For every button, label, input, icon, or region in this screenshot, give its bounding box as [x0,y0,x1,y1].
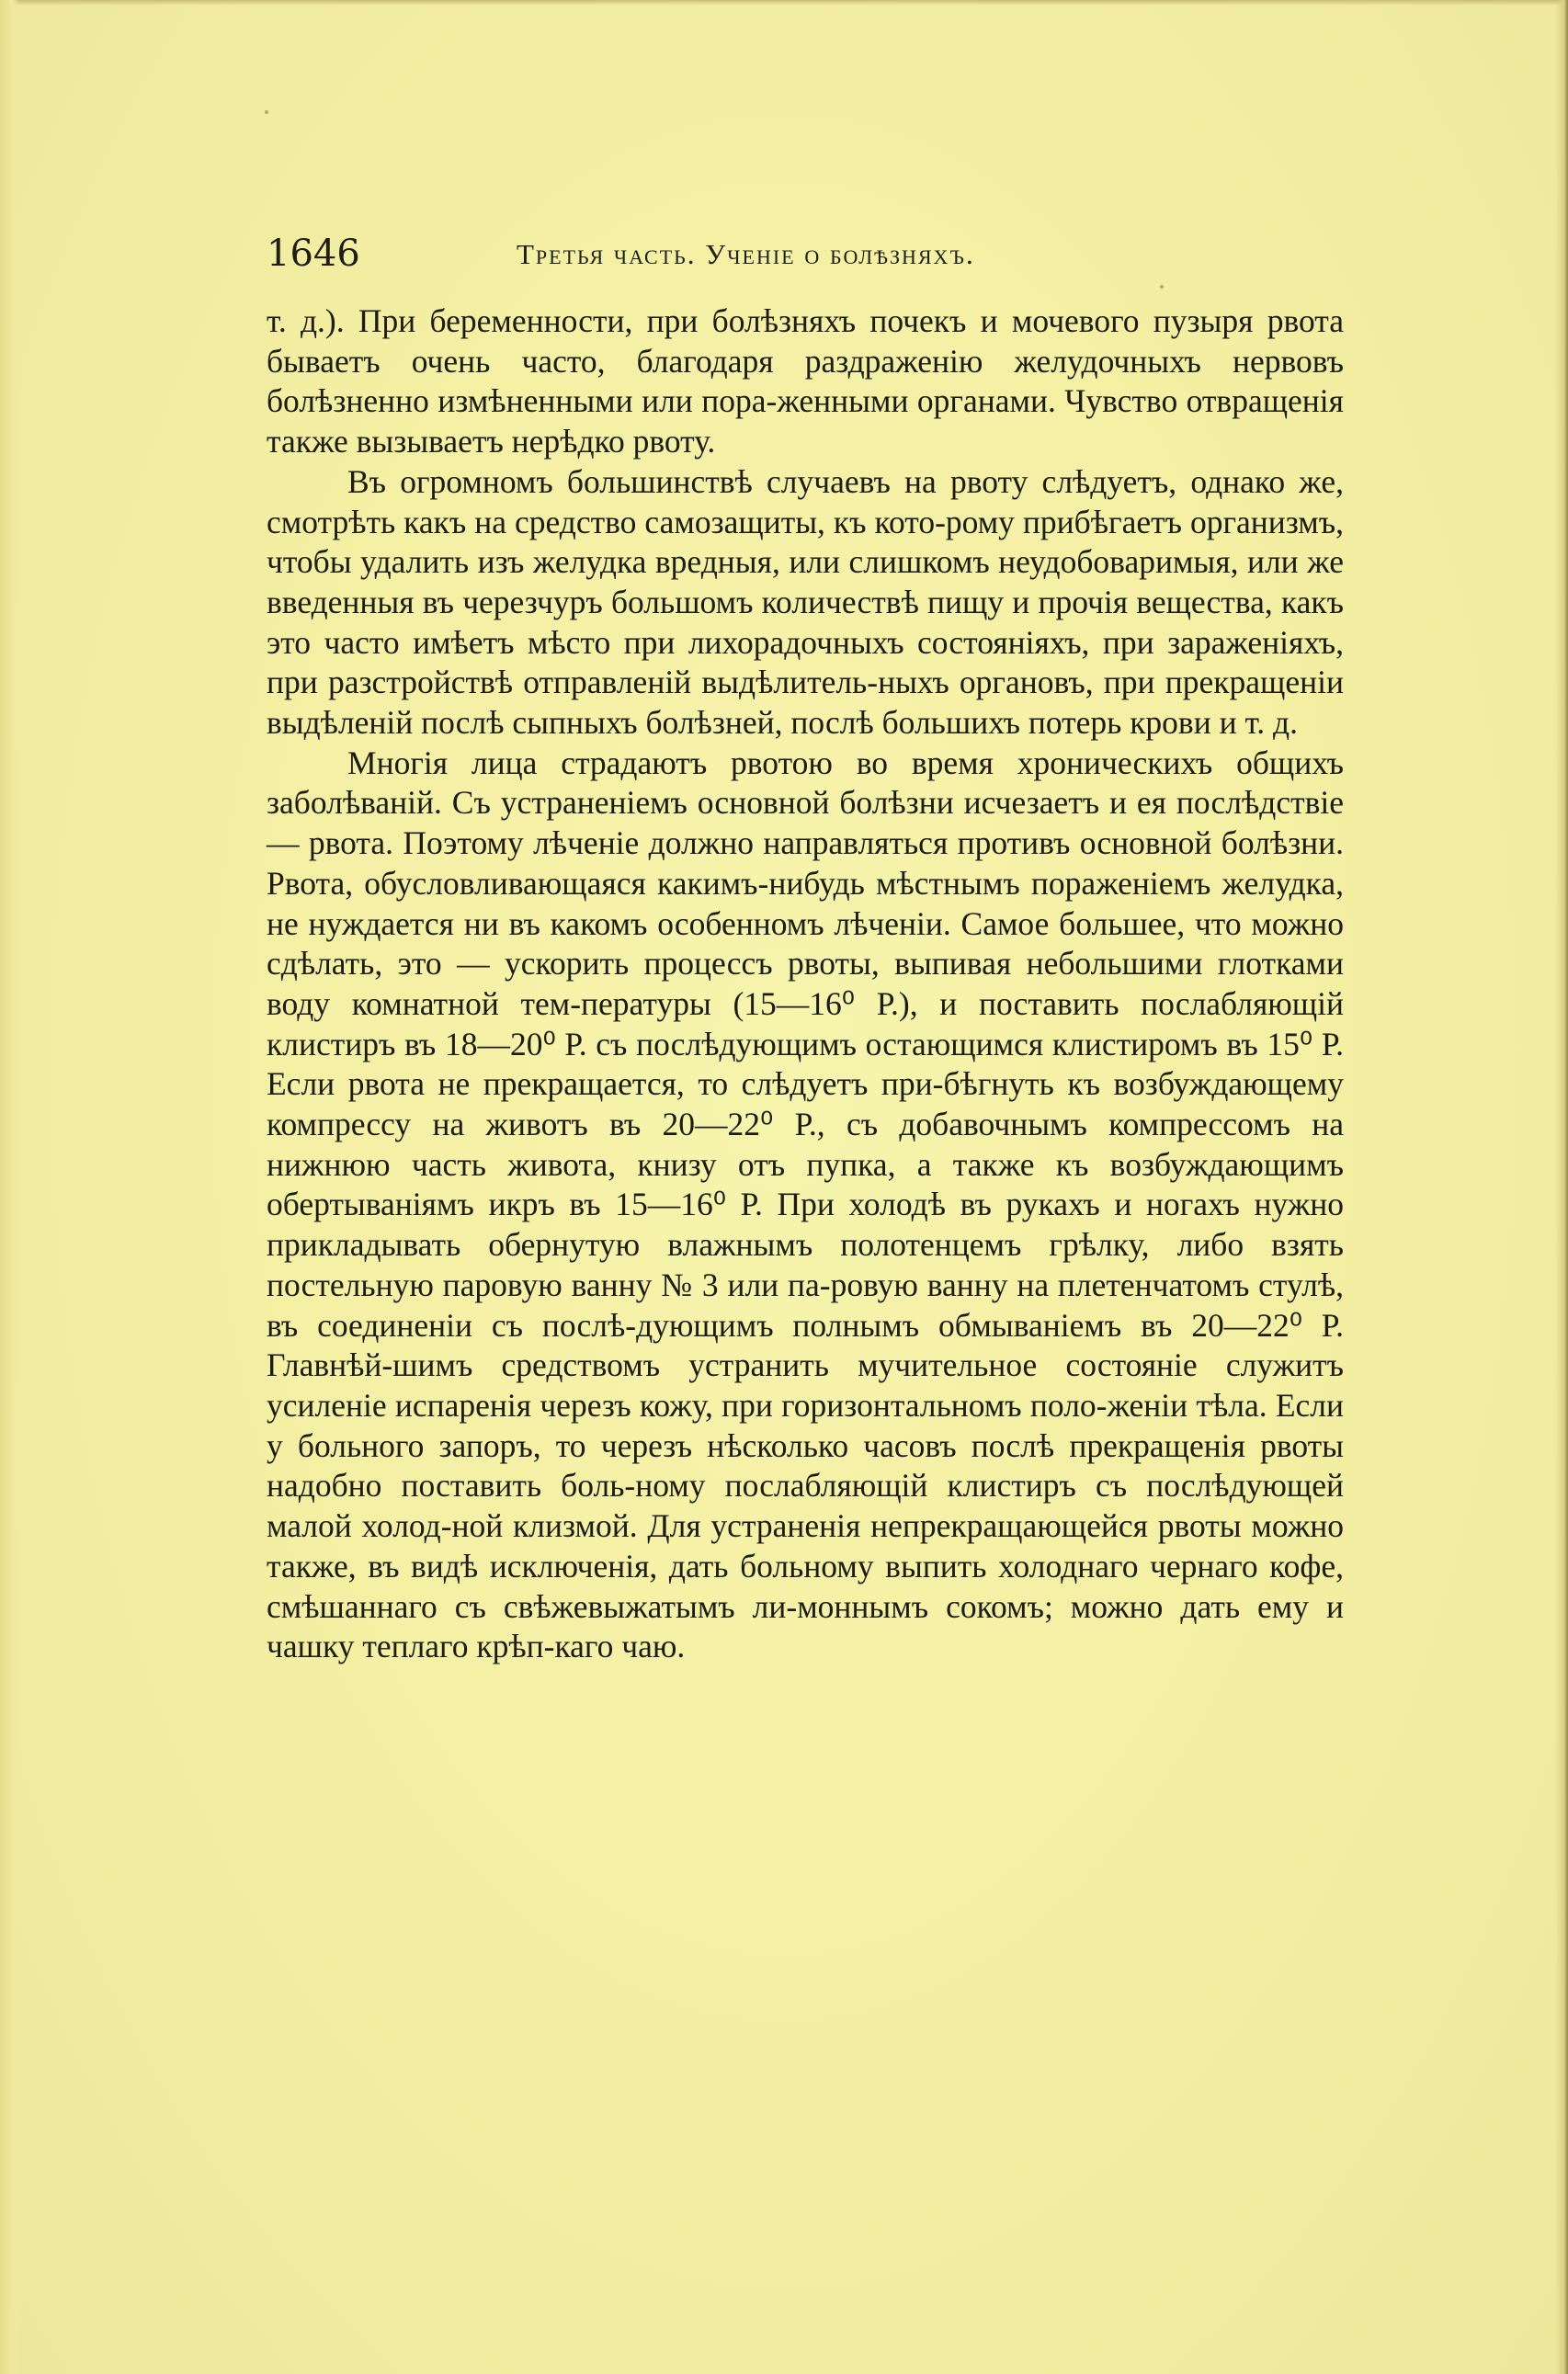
running-head: Третья часть. Ученіе о болѣзняхъ. [517,238,975,270]
page-binding-shadow [0,0,20,2374]
page-top-edge [0,0,1568,6]
page-number: 1646 [267,233,360,275]
body-text [267,301,1344,1667]
paragraph: Многія лица страдаютъ рвотою во время хроническихъ общихъ заболѣваній. Съ устраненіемъ основной болѣзни исчезаетъ и ея послѣдствіе — рвота. Поэтому лѣченіе должно направляться противъ основной болѣзни. Рвота, обусловливающаяся какимъ-нибудь мѣстнымъ пораженіемъ желудка, не нуждается ни въ какомъ особенномъ лѣченіи. Самое большее, что можно сдѣлать, это — ускорить процессъ рвоты, выпивая небольшими глотками воду комнатной тем-пературы (15—16⁰ Р.), и поставить послабляющій клистиръ въ 18—20⁰ Р. съ послѣдующимъ остающимся клистиромъ въ 15⁰ Р. Если рвота не прекращается, то слѣдуетъ при-бѣгнуть къ возбуждающему компрессу на животъ въ 20—22⁰ Р., съ добавочнымъ компрессомъ на нижнюю часть живота, книзу отъ пупка, а также къ возбуждающимъ обертываніямъ икръ въ 15—16⁰ Р. При холодѣ въ рукахъ и ногахъ нужно прикладывать обернутую влажнымъ полотенцемъ грѣлку, либо взять постельную паровую ванну № 3 или па-ровую ванну на плетенчатомъ стулѣ, въ соединеніи съ послѣ-дующимъ полнымъ обмываніемъ въ 20—22⁰ Р. Главнѣй-шимъ средствомъ устранить мучительное состояніе служитъ усиленіе испаренія черезъ кожу, при горизонтальномъ поло-женіи тѣла. Если у больного запоръ, то черезъ нѣсколько часовъ послѣ прекращенія рвоты надобно поставить боль-ному послабляющій клистиръ съ послѣдующей малой холод-ной клизмой. Для устраненія непрекращающейся рвоты можно также, въ видѣ исключенія, дать больному выпить холоднаго чернаго кофе, смѣшаннаго съ свѣжевыжатымъ ли-моннымъ сокомъ; можно дать ему и чашку теплаго крѣп-каго чаю. [267,744,1344,1665]
paragraph: Въ огромномъ большинствѣ случаевъ на рвоту слѣдуетъ, однако же, смотрѣть какъ на средство самозащиты, къ кото-рому прибѣгаетъ организмъ, чтобы удалить изъ желудка вредныя, или слишкомъ неудобоваримыя, или же введенныя въ черезчуръ большомъ количествѣ пищу и прочія вещества, какъ это часто имѣетъ мѣсто при лихорадочныхъ состояніяхъ, при зараженіяхъ, при разстройствѣ отправленій выдѣлитель-ныхъ органовъ, при прекращеніи выдѣленій послѣ сыпныхъ болѣзней, послѣ большихъ потерь крови и т. д. [267,462,1344,742]
paragraph: т. д.). При беременности, при болѣзняхъ почекъ и мочевого пузыря рвота бываетъ очень часто, благодаря раздраженію желудочныхъ нервовъ болѣзненно измѣненными или пора-женными органами. Чувство отвращенія также вызываетъ нерѣдко рвоту. [267,302,1344,460]
page-header [267,228,1351,279]
page-right-edge [1555,0,1568,2374]
paper-speck [1160,285,1164,289]
paper-speck [265,110,268,114]
